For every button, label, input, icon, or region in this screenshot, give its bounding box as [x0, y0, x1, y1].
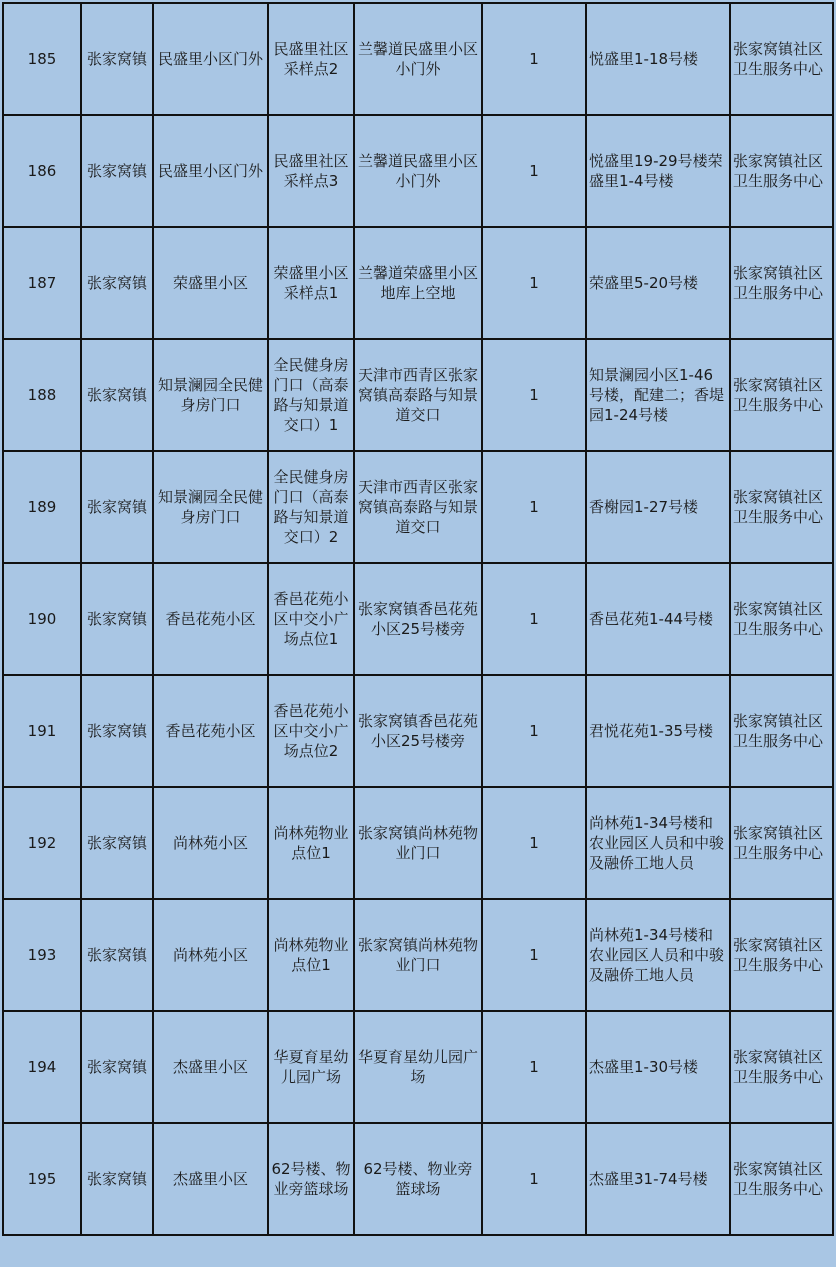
coverage-scope-cell: 悦盛里19-29号楼荣盛里1-4号楼: [586, 115, 730, 227]
sampling-point-cell: 民盛里社区采样点2: [268, 3, 354, 115]
count-cell: 1: [482, 899, 586, 1011]
address-cell: 张家窝镇尚林苑物业门口: [354, 899, 482, 1011]
row-number: 192: [3, 787, 81, 899]
count-cell: 1: [482, 3, 586, 115]
organization-cell: 张家窝镇社区卫生服务中心: [730, 563, 833, 675]
row-number: 189: [3, 451, 81, 563]
organization-cell: 张家窝镇社区卫生服务中心: [730, 1123, 833, 1235]
community-cell: 香邑花苑小区: [153, 563, 268, 675]
coverage-scope-cell: 香邑花苑1-44号楼: [586, 563, 730, 675]
address-cell: 张家窝镇尚林苑物业门口: [354, 787, 482, 899]
count-cell: 1: [482, 563, 586, 675]
row-number: 195: [3, 1123, 81, 1235]
coverage-scope-cell: 尚林苑1-34号楼和农业园区人员和中骏及融侨工地人员: [586, 787, 730, 899]
address-cell: 天津市西青区张家窝镇高泰路与知景道交口: [354, 451, 482, 563]
town-cell: 张家窝镇: [81, 675, 153, 787]
row-number: 194: [3, 1011, 81, 1123]
town-cell: 张家窝镇: [81, 1011, 153, 1123]
community-cell: 民盛里小区门外: [153, 115, 268, 227]
table-row: [3, 1011, 833, 1123]
row-number: 191: [3, 675, 81, 787]
address-cell: 兰馨道民盛里小区小门外: [354, 3, 482, 115]
row-number: 188: [3, 339, 81, 451]
coverage-scope-cell: 悦盛里1-18号楼: [586, 3, 730, 115]
count-cell: 1: [482, 1123, 586, 1235]
town-cell: 张家窝镇: [81, 899, 153, 1011]
coverage-scope-cell: 杰盛里1-30号楼: [586, 1011, 730, 1123]
coverage-scope-cell: 杰盛里31-74号楼: [586, 1123, 730, 1235]
sampling-point-cell: 香邑花苑小区中交小广场点位1: [268, 563, 354, 675]
row-number: 186: [3, 115, 81, 227]
organization-cell: 张家窝镇社区卫生服务中心: [730, 1011, 833, 1123]
table-row: [3, 3, 833, 115]
address-cell: 天津市西青区张家窝镇高泰路与知景道交口: [354, 339, 482, 451]
coverage-scope-cell: 香榭园1-27号楼: [586, 451, 730, 563]
address-cell: 62号楼、物业旁篮球场: [354, 1123, 482, 1235]
sampling-point-cell: 尚林苑物业点位1: [268, 787, 354, 899]
community-cell: 知景澜园全民健身房门口: [153, 339, 268, 451]
community-cell: 杰盛里小区: [153, 1123, 268, 1235]
count-cell: 1: [482, 227, 586, 339]
organization-cell: 张家窝镇社区卫生服务中心: [730, 3, 833, 115]
table-row: [3, 899, 833, 1011]
count-cell: 1: [482, 451, 586, 563]
coverage-scope-cell: 尚林苑1-34号楼和农业园区人员和中骏及融侨工地人员: [586, 899, 730, 1011]
table-row: [3, 339, 833, 451]
row-number: 185: [3, 3, 81, 115]
count-cell: 1: [482, 339, 586, 451]
table-row: [3, 227, 833, 339]
organization-cell: 张家窝镇社区卫生服务中心: [730, 675, 833, 787]
town-cell: 张家窝镇: [81, 563, 153, 675]
organization-cell: 张家窝镇社区卫生服务中心: [730, 115, 833, 227]
community-cell: 杰盛里小区: [153, 1011, 268, 1123]
coverage-scope-cell: 荣盛里5-20号楼: [586, 227, 730, 339]
community-cell: 民盛里小区门外: [153, 3, 268, 115]
town-cell: 张家窝镇: [81, 227, 153, 339]
table-row: [3, 787, 833, 899]
table-row: [3, 115, 833, 227]
address-cell: 兰馨道荣盛里小区地库上空地: [354, 227, 482, 339]
sampling-point-cell: 民盛里社区采样点3: [268, 115, 354, 227]
organization-cell: 张家窝镇社区卫生服务中心: [730, 899, 833, 1011]
organization-cell: 张家窝镇社区卫生服务中心: [730, 787, 833, 899]
town-cell: 张家窝镇: [81, 3, 153, 115]
sampling-point-cell: 62号楼、物业旁篮球场: [268, 1123, 354, 1235]
organization-cell: 张家窝镇社区卫生服务中心: [730, 227, 833, 339]
town-cell: 张家窝镇: [81, 1123, 153, 1235]
count-cell: 1: [482, 787, 586, 899]
sampling-point-cell: 尚林苑物业点位1: [268, 899, 354, 1011]
row-number: 187: [3, 227, 81, 339]
row-number: 193: [3, 899, 81, 1011]
town-cell: 张家窝镇: [81, 787, 153, 899]
sampling-point-cell: 荣盛里小区采样点1: [268, 227, 354, 339]
count-cell: 1: [482, 1011, 586, 1123]
table-row: [3, 563, 833, 675]
table-row: [3, 675, 833, 787]
sampling-point-cell: 全民健身房门口（高泰路与知景道交口）1: [268, 339, 354, 451]
town-cell: 张家窝镇: [81, 339, 153, 451]
town-cell: 张家窝镇: [81, 451, 153, 563]
address-cell: 华夏育星幼儿园广场: [354, 1011, 482, 1123]
table-row: [3, 451, 833, 563]
address-cell: 张家窝镇香邑花苑小区25号楼旁: [354, 675, 482, 787]
organization-cell: 张家窝镇社区卫生服务中心: [730, 339, 833, 451]
sampling-sites-table: [2, 2, 834, 1236]
community-cell: 尚林苑小区: [153, 899, 268, 1011]
community-cell: 尚林苑小区: [153, 787, 268, 899]
count-cell: 1: [482, 675, 586, 787]
sampling-point-cell: 华夏育星幼儿园广场: [268, 1011, 354, 1123]
table-row: [3, 1123, 833, 1235]
community-cell: 香邑花苑小区: [153, 675, 268, 787]
count-cell: 1: [482, 115, 586, 227]
coverage-scope-cell: 君悦花苑1-35号楼: [586, 675, 730, 787]
address-cell: 张家窝镇香邑花苑小区25号楼旁: [354, 563, 482, 675]
community-cell: 知景澜园全民健身房门口: [153, 451, 268, 563]
coverage-scope-cell: 知景澜园小区1-46号楼，配建二；香堤园1-24号楼: [586, 339, 730, 451]
sampling-point-cell: 香邑花苑小区中交小广场点位2: [268, 675, 354, 787]
row-number: 190: [3, 563, 81, 675]
sampling-point-cell: 全民健身房门口（高泰路与知景道交口）2: [268, 451, 354, 563]
organization-cell: 张家窝镇社区卫生服务中心: [730, 451, 833, 563]
address-cell: 兰馨道民盛里小区小门外: [354, 115, 482, 227]
community-cell: 荣盛里小区: [153, 227, 268, 339]
town-cell: 张家窝镇: [81, 115, 153, 227]
